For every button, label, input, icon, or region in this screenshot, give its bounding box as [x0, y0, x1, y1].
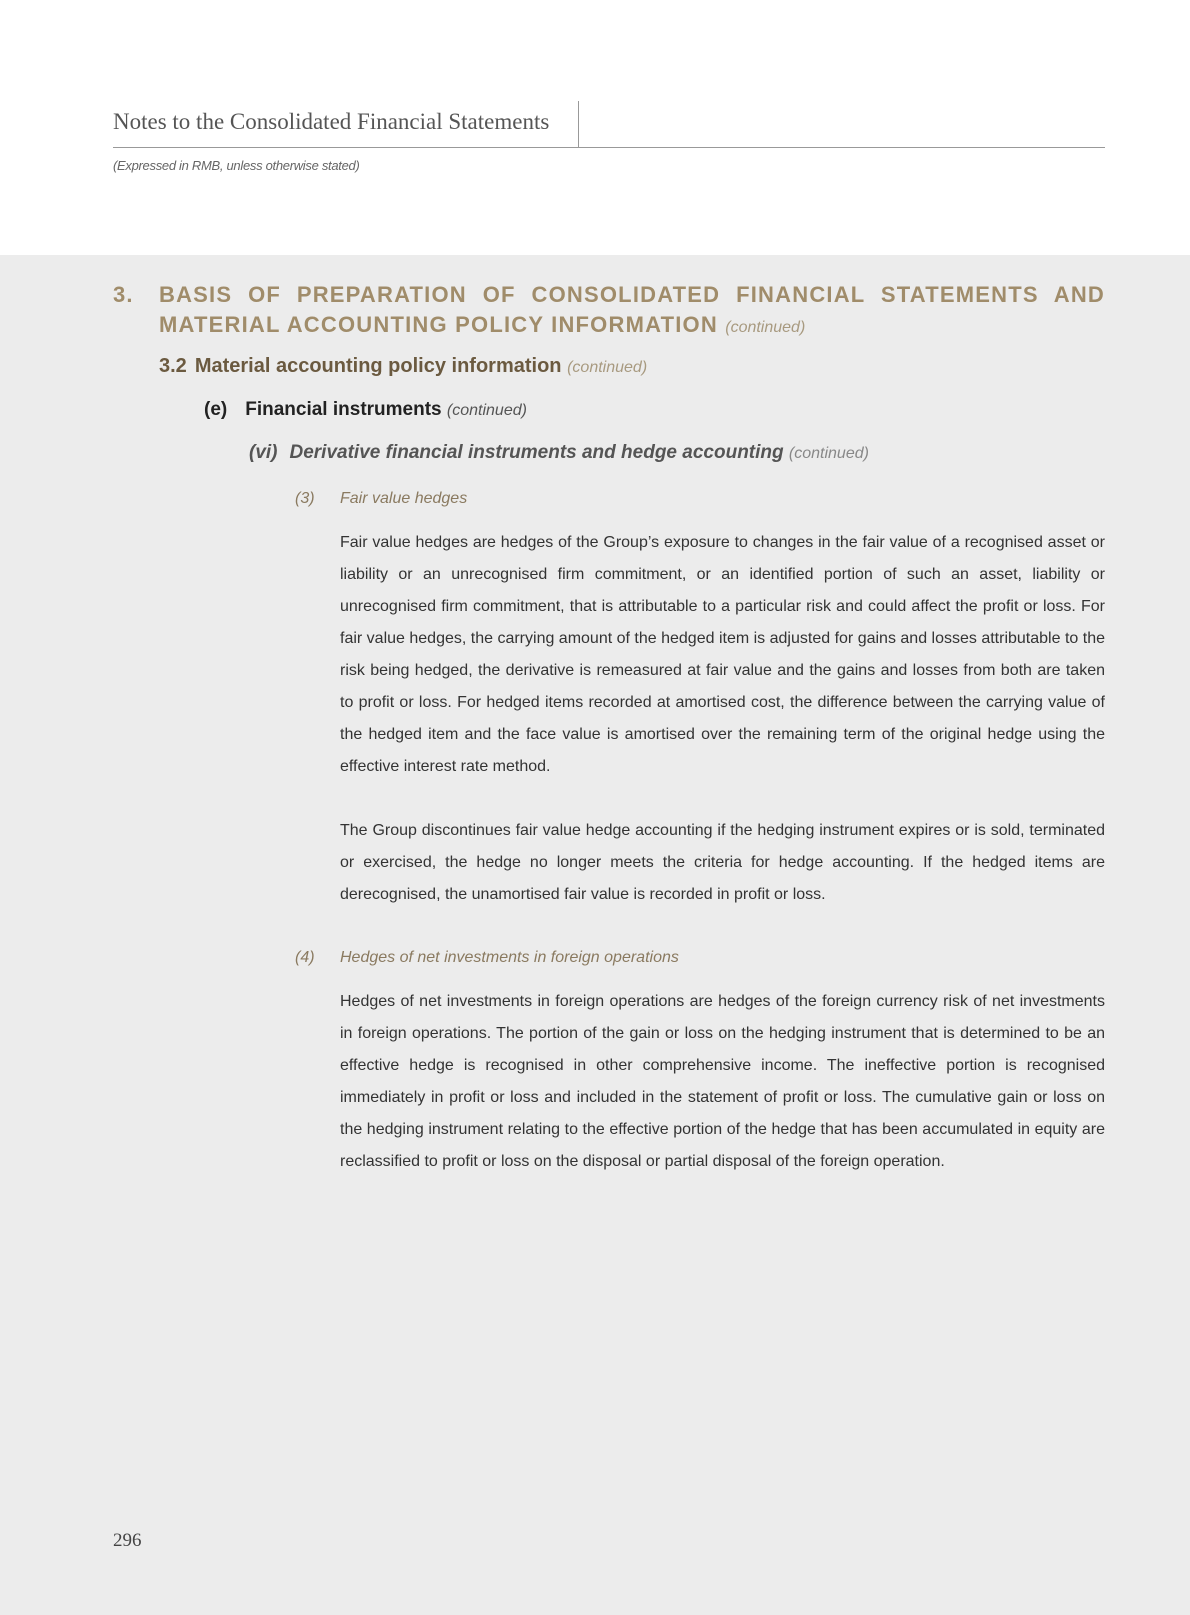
page-number: 296 [113, 1530, 142, 1551]
subsection-heading [159, 355, 647, 378]
subitem-number: (vi) [249, 442, 278, 463]
subsection-title: Material accounting policy information [194, 355, 562, 377]
part-number: (4) [295, 949, 315, 966]
subitem-heading [249, 442, 869, 464]
header-divider-vertical [578, 101, 579, 147]
part-title: Fair value hedges [340, 490, 468, 507]
paragraph: Fair value hedges are hedges of the Group’s exposure to changes in the fair value of a recognised asset or liability or an unrecognised firm commitment, or an identified portion of such an asset, liability or unrecognised firm commitment, that is attributable to a particular risk and could affect the profit or loss. For fair value hedges, the carrying amount of the hedged item is adjusted for gains and losses attributable to the risk being hedged, the derivative is remeasured at fair value and the gains and losses from both are taken to profit or loss. For hedged items recorded at amortised cost, the difference between the carrying value of the hedged item and the face value is amortised over the remaining term of the original hedge using the effective interest rate method. [340, 534, 1105, 775]
part-number: (3) [295, 490, 315, 507]
subitem-title: Derivative financial instruments and hedge accounting [289, 442, 784, 463]
item-number: (e) [204, 399, 228, 420]
section-heading [113, 280, 1105, 343]
subsection-number: 3.2 [159, 355, 187, 377]
item-heading [204, 399, 527, 421]
continued-label: (continued) [567, 359, 648, 376]
section-number: 3. [113, 282, 134, 307]
continued-label: (continued) [725, 319, 806, 336]
item-title: Financial instruments [245, 399, 442, 420]
section-title: BASIS OF PREPARATION OF CONSOLIDATED FINANCIAL STATEMENTS AND MATERIAL ACCOUNTING POLICY INFORMATION [159, 282, 1105, 337]
part-title: Hedges of net investments in foreign operations [340, 949, 679, 966]
paragraph: Hedges of net investments in foreign operations are hedges of the foreign currency risk of net investments in foreign operations. The portion of the gain or loss on the hedging instrument that is determined to be an effective hedge is recognised in other comprehensive income. The ineffective portion is recognised immediately in profit or loss and included in the statement of profit or loss. The cumulative gain or loss on the hedging instrument relating to the effective portion of the hedge that has been accumulated in equity are reclassified to profit or loss on the disposal or partial disposal of the foreign operation. [340, 993, 1105, 1170]
continued-label: (continued) [788, 445, 869, 462]
header-rule [113, 147, 1105, 148]
continued-label: (continued) [446, 402, 527, 419]
currency-note: (Expressed in RMB, unless otherwise stated) [113, 158, 360, 173]
page-header-title: Notes to the Consolidated Financial Statements [113, 109, 550, 134]
paragraph: The Group discontinues fair value hedge accounting if the hedging instrument expires or is sold, terminated or exercised, the hedge no longer meets the criteria for hedge accounting. If the hedged items are derecognised, the unamortised fair value is recorded in profit or loss. [340, 822, 1105, 903]
